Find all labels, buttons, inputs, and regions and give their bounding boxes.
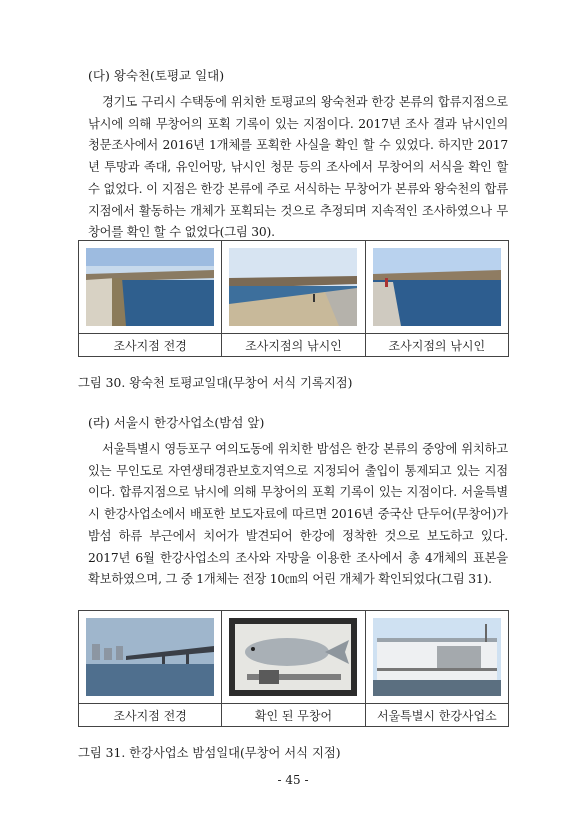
- figure-30-label-1: 조사지점 전경: [79, 334, 222, 357]
- section-da-paragraph: 경기도 구리시 수택동에 위치한 토평교의 왕숙천과 한강 본류의 합류지점으로 낚시에 의해 무창어의 포획 기록이 있는 지점이다. 2017년 조사 결과 낚시인의 청문조사에서 2016년 1개체를 포획한 사실을 확인 할 수 있었다. 하지만 2017년 투망과 족대, 유인어망, 낚시인 청문 등의 조사에서 무창어의 서식을 확인 할 수 없었다. 이 지점은 한강 본류에 주로 서식하는 무창어가 본류와 왕숙천의 합류지점에서 활동하는 개체가 포획되는 것으로 추정되며 지속적인 조사하였으나 무창어를 확인 할 수 없었다(그림 30).: [88, 95, 508, 240]
- figure-30-label-3: 조사지점의 낚시인: [365, 334, 508, 357]
- office-building-photo: [373, 618, 501, 696]
- figure-31-table: [78, 610, 509, 727]
- section-ra-paragraph: 서울특별시 영등포구 여의도동에 위치한 밤섬은 한강 본류의 중앙에 위치하고 있는 무인도로 자연생태경관보호지역으로 지정되어 출입이 통제되고 있는 지점이다. 합류지점으로 낚시에 의해 무창어의 포획 기록이 있는 지점이다. 서울특별시 한강사업소에서 배포한 보도자료에 따르면 2016년 중국산 단두어(무창어)가 밤섬 하류 부근에서 치어가 발견되어 한강에 정착한 것으로 보도하고 있다. 2017년 6월 한강사업소의 조사와 자망을 이용한 조사에서 총 4개체의 표본을 확보하였으며, 그 중 1개체는 전장 10㎝의 어린 개체가 확인되었다(그림 31).: [88, 442, 508, 587]
- figure-30-label-2: 조사지점의 낚시인: [222, 334, 365, 357]
- figure-31-label-1: 조사지점 전경: [79, 704, 222, 727]
- figure-31-label-3: 서울특별시 한강사업소: [365, 704, 508, 727]
- figure-30-photo-cell-2: [222, 241, 365, 334]
- bridge-photo: [86, 618, 214, 696]
- angler-photo: [373, 248, 501, 326]
- river-bank-photo: [86, 248, 214, 326]
- section-ra-heading: (라) 서울시 한강사업소(밤섬 앞): [88, 415, 265, 430]
- fish-specimen-photo: [229, 618, 357, 696]
- figure-31-photo-cell-1: [79, 611, 222, 704]
- figure-30-caption: 그림 30. 왕숙천 토평교일대(무창어 서식 기록지점): [78, 376, 353, 390]
- figure-31-photo-cell-3: [365, 611, 508, 704]
- section-da-heading: (다) 왕숙천(토평교 일대): [88, 68, 225, 83]
- figure-30-photo-cell-1: [79, 241, 222, 334]
- figure-30-photo-cell-3: [365, 241, 508, 334]
- figure-30-table: [78, 240, 509, 357]
- page-number: - 45 -: [277, 773, 309, 787]
- figure-31-label-2: 확인 된 무창어: [222, 704, 365, 727]
- figure-31-photo-cell-2: [222, 611, 365, 704]
- figure-31-caption: 그림 31. 한강사업소 밤섬일대(무창어 서식 지점): [78, 746, 341, 760]
- angler-photo: [229, 248, 357, 326]
